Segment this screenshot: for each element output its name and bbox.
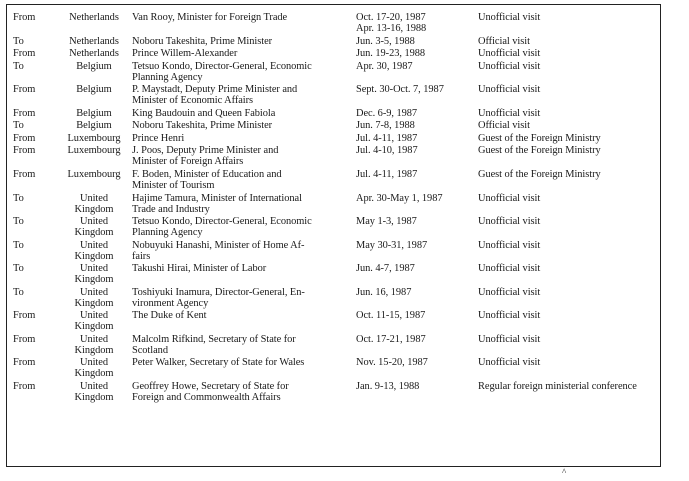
table-row bbox=[7, 381, 660, 403]
country-cell: Kingdom bbox=[74, 391, 114, 403]
direction-cell: From bbox=[13, 145, 36, 157]
direction-cell: From bbox=[13, 357, 36, 369]
persons-cell: vironment Agency bbox=[132, 297, 209, 309]
persons-cell: Nobuyuki Hanashi, Minister of Home Af- bbox=[132, 239, 305, 251]
direction-cell: To bbox=[13, 192, 24, 204]
date-cell: Nov. 15-20, 1987 bbox=[356, 357, 428, 369]
table-row bbox=[7, 48, 660, 59]
country-cell: United bbox=[80, 310, 108, 322]
table-row bbox=[7, 12, 660, 34]
table-row bbox=[7, 145, 660, 167]
direction-cell: From bbox=[13, 310, 36, 322]
country-cell: United bbox=[80, 380, 108, 392]
table-row bbox=[7, 169, 660, 191]
country-cell: United bbox=[80, 263, 108, 275]
date-cell: Dec. 6-9, 1987 bbox=[356, 107, 418, 119]
persons-cell: Geoffrey Howe, Secretary of State for bbox=[132, 380, 289, 392]
country-cell: Kingdom bbox=[74, 321, 114, 333]
country-cell: United bbox=[80, 357, 108, 369]
persons-cell: J. Poos, Deputy Prime Minister and bbox=[132, 145, 279, 157]
country-cell: Kingdom bbox=[74, 274, 114, 286]
purpose-cell: Guest of the Foreign Ministry bbox=[478, 168, 601, 180]
purpose-cell: Unofficial visit bbox=[478, 333, 541, 345]
table-row bbox=[7, 310, 660, 332]
direction-cell: To bbox=[13, 35, 24, 47]
table-row bbox=[7, 216, 660, 238]
country-cell: Kingdom bbox=[74, 203, 114, 215]
purpose-cell: Unofficial visit bbox=[478, 60, 541, 72]
country-cell: Netherlands bbox=[69, 35, 119, 47]
country-cell: Luxembourg bbox=[67, 132, 121, 144]
persons-cell: P. Maystadt, Deputy Prime Minister and bbox=[132, 84, 298, 96]
country-cell: Kingdom bbox=[74, 368, 114, 380]
country-cell: Luxembourg bbox=[67, 168, 121, 180]
purpose-cell: Unofficial visit bbox=[478, 84, 541, 96]
table-row bbox=[7, 108, 660, 119]
country-cell: Netherlands bbox=[69, 48, 119, 60]
country-cell: United bbox=[80, 216, 108, 228]
purpose-cell: Official visit bbox=[478, 120, 530, 132]
purpose-cell: Unofficial visit bbox=[478, 263, 541, 275]
direction-cell: From bbox=[13, 48, 36, 60]
persons-cell: Noboru Takeshita, Prime Minister bbox=[132, 35, 273, 47]
persons-cell: F. Boden, Minister of Education and bbox=[132, 168, 282, 180]
date-cell: Jan. 9-13, 1988 bbox=[356, 380, 420, 392]
country-cell: United bbox=[80, 192, 108, 204]
date-cell: Jul. 4-10, 1987 bbox=[356, 145, 418, 157]
persons-cell: Planning Agency bbox=[132, 227, 203, 239]
persons-cell: Prince Willem-Alexander bbox=[132, 48, 238, 60]
persons-cell: Van Rooy, Minister for Foreign Trade bbox=[132, 12, 288, 23]
persons-cell: Trade and Industry bbox=[132, 203, 210, 215]
country-cell: Kingdom bbox=[74, 297, 114, 309]
table-row bbox=[7, 36, 660, 47]
persons-cell: Planning Agency bbox=[132, 71, 203, 83]
date-cell: Jun. 3-5, 1988 bbox=[356, 35, 415, 47]
date-cell: Sept. 30-Oct. 7, 1987 bbox=[356, 84, 444, 96]
date-cell: Jun. 4-7, 1987 bbox=[356, 263, 415, 275]
purpose-cell: Unofficial visit bbox=[478, 286, 541, 298]
purpose-cell: Unofficial visit bbox=[478, 216, 541, 228]
persons-cell: fairs bbox=[132, 250, 151, 262]
date-cell: May 30-31, 1987 bbox=[356, 239, 428, 251]
date-cell: May 1-3, 1987 bbox=[356, 216, 417, 228]
date-cell: Oct. 17-20, 1987 bbox=[356, 12, 426, 23]
table-row bbox=[7, 287, 660, 309]
purpose-cell: Guest of the Foreign Ministry bbox=[478, 132, 601, 144]
direction-cell: To bbox=[13, 239, 24, 251]
purpose-cell: Unofficial visit bbox=[478, 239, 541, 251]
footer-mark: ^ bbox=[562, 467, 567, 477]
country-cell: Kingdom bbox=[74, 250, 114, 262]
date-cell: Apr. 13-16, 1988 bbox=[356, 23, 427, 34]
date-cell: Jun. 7-8, 1988 bbox=[356, 120, 415, 132]
purpose-cell: Regular foreign ministerial conference bbox=[478, 380, 637, 392]
purpose-cell: Unofficial visit bbox=[478, 48, 541, 60]
direction-cell: To bbox=[13, 286, 24, 298]
direction-cell: From bbox=[13, 107, 36, 119]
purpose-cell: Unofficial visit bbox=[478, 192, 541, 204]
purpose-cell: Unofficial visit bbox=[478, 107, 541, 119]
table-row bbox=[7, 263, 660, 285]
country-cell: Belgium bbox=[76, 120, 112, 132]
visits-table bbox=[6, 4, 661, 467]
direction-cell: From bbox=[13, 380, 36, 392]
country-cell: Kingdom bbox=[74, 227, 114, 239]
persons-cell: Toshiyuki Inamura, Director-General, En- bbox=[132, 286, 305, 298]
table-row bbox=[7, 120, 660, 131]
direction-cell: To bbox=[13, 60, 24, 72]
persons-cell: Foreign and Commonwealth Affairs bbox=[132, 391, 281, 403]
direction-cell: From bbox=[13, 132, 36, 144]
purpose-cell: Unofficial visit bbox=[478, 357, 541, 369]
persons-cell: Malcolm Rifkind, Secretary of State for bbox=[132, 333, 296, 345]
direction-cell: From bbox=[13, 168, 36, 180]
date-cell: Jun. 16, 1987 bbox=[356, 286, 412, 298]
persons-cell: Tetsuo Kondo, Director-General, Economic bbox=[132, 60, 312, 72]
table-row bbox=[7, 61, 660, 83]
persons-cell: Minister of Foreign Affairs bbox=[132, 156, 244, 168]
direction-cell: From bbox=[13, 84, 36, 96]
persons-cell: Prince Henri bbox=[132, 132, 185, 144]
country-cell: Luxembourg bbox=[67, 145, 121, 157]
country-cell: Netherlands bbox=[69, 12, 119, 23]
persons-cell: Minister of Tourism bbox=[132, 179, 215, 191]
purpose-cell: Guest of the Foreign Ministry bbox=[478, 145, 601, 157]
persons-cell: Takushi Hirai, Minister of Labor bbox=[132, 263, 267, 275]
persons-cell: Hajime Tamura, Minister of International bbox=[132, 192, 302, 204]
date-cell: Jul. 4-11, 1987 bbox=[356, 168, 418, 180]
direction-cell: To bbox=[13, 263, 24, 275]
direction-cell: To bbox=[13, 120, 24, 132]
persons-cell: Noboru Takeshita, Prime Minister bbox=[132, 120, 273, 132]
country-cell: Belgium bbox=[76, 107, 112, 119]
persons-cell: Tetsuo Kondo, Director-General, Economic bbox=[132, 216, 312, 228]
date-cell: Jun. 19-23, 1988 bbox=[356, 48, 426, 60]
purpose-cell: Official visit bbox=[478, 35, 530, 47]
table-row bbox=[7, 357, 660, 379]
table-row bbox=[7, 193, 660, 215]
country-cell: Belgium bbox=[76, 84, 112, 96]
date-cell: Apr. 30, 1987 bbox=[356, 60, 413, 72]
country-cell: United bbox=[80, 286, 108, 298]
persons-cell: The Duke of Kent bbox=[132, 310, 207, 322]
country-cell: Belgium bbox=[76, 60, 112, 72]
country-cell: United bbox=[80, 333, 108, 345]
table-row bbox=[7, 240, 660, 262]
persons-cell: Peter Walker, Secretary of State for Wales bbox=[132, 357, 305, 369]
table-row bbox=[7, 334, 660, 356]
table-row bbox=[7, 84, 660, 106]
purpose-cell: Unofficial visit bbox=[478, 12, 541, 23]
date-cell: Apr. 30-May 1, 1987 bbox=[356, 192, 443, 204]
persons-cell: King Baudouin and Queen Fabiola bbox=[132, 107, 276, 119]
purpose-cell: Unofficial visit bbox=[478, 310, 541, 322]
direction-cell: From bbox=[13, 12, 36, 23]
persons-cell: Scotland bbox=[132, 344, 168, 356]
direction-cell: From bbox=[13, 333, 36, 345]
direction-cell: To bbox=[13, 216, 24, 228]
table-row bbox=[7, 133, 660, 144]
date-cell: Jul. 4-11, 1987 bbox=[356, 132, 418, 144]
country-cell: United bbox=[80, 239, 108, 251]
country-cell: Kingdom bbox=[74, 344, 114, 356]
date-cell: Oct. 17-21, 1987 bbox=[356, 333, 426, 345]
persons-cell: Minister of Economic Affairs bbox=[132, 95, 254, 107]
date-cell: Oct. 11-15, 1987 bbox=[356, 310, 426, 322]
